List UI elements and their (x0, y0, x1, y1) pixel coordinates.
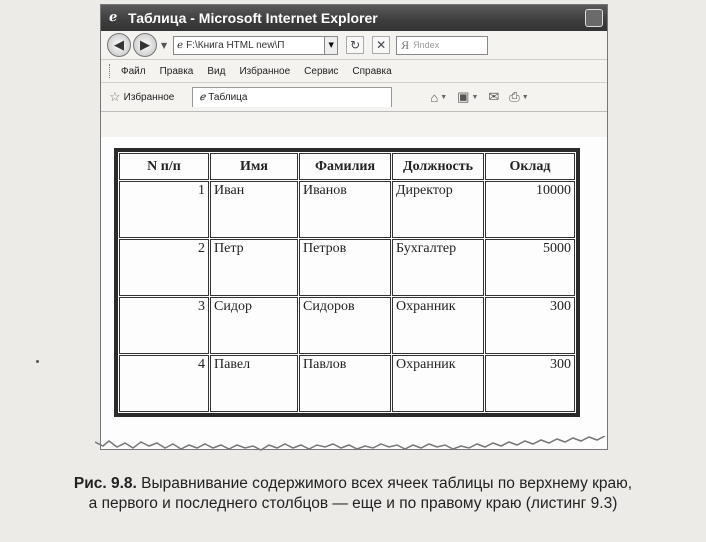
back-button[interactable]: ◀ (107, 33, 131, 57)
star-icon[interactable]: ☆ (109, 89, 121, 104)
address-url: F:\Книга HTML new\П (186, 39, 285, 51)
home-icon[interactable]: ⌂ (430, 89, 439, 105)
column-header: Должность (392, 153, 484, 180)
title-bar[interactable] (101, 5, 607, 31)
search-placeholder: Яndex (413, 40, 440, 50)
menu-edit[interactable]: Правка (159, 65, 194, 77)
menu-favorites[interactable]: Избранное (239, 65, 291, 77)
menu-file[interactable]: Файл (121, 65, 146, 77)
yandex-logo-icon: Я (401, 37, 410, 52)
favorites-bar (101, 83, 607, 112)
column-header: Оклад (485, 153, 575, 180)
table-row (119, 297, 575, 354)
cell-first-name: Петр (210, 239, 298, 296)
caption-text-1: Выравнивание содержимого всех ячеек таблицы по верхнему краю, (141, 475, 633, 492)
print-icon[interactable]: ⎙ (509, 89, 520, 104)
tab-label: Таблица (208, 92, 248, 103)
mail-icon[interactable]: ✉ (488, 89, 500, 104)
cell-salary: 5000 (485, 239, 575, 296)
cell-number: 3 (119, 297, 209, 354)
cell-first-name: Сидор (210, 297, 298, 354)
cell-salary: 300 (485, 355, 575, 412)
page-speck (36, 360, 39, 363)
cell-number: 2 (119, 239, 209, 296)
tab-tablitsa[interactable] (192, 87, 392, 107)
cell-last-name: Павлов (299, 355, 391, 412)
cell-last-name: Сидоров (299, 297, 391, 354)
forward-button[interactable]: ▶ (133, 33, 157, 57)
ie-logo-icon: ℯ (109, 10, 118, 25)
cell-first-name: Павел (210, 355, 298, 412)
caption-label: Рис. 9.8. (73, 475, 137, 492)
torn-edge (95, 436, 615, 458)
caption-line-1 (0, 474, 706, 494)
cell-position: Бухгалтер (392, 239, 484, 296)
cell-position: Охранник (392, 355, 484, 412)
search-input[interactable] (396, 36, 488, 55)
menu-view[interactable]: Вид (207, 65, 226, 77)
cell-number: 1 (119, 181, 209, 238)
cell-first-name: Иван (210, 181, 298, 238)
cell-number: 4 (119, 355, 209, 412)
table-row (119, 239, 575, 296)
menu-help[interactable]: Справка (352, 65, 392, 77)
cell-last-name: Иванов (299, 181, 391, 238)
table-row (119, 181, 575, 238)
feeds-icon[interactable]: ▣ (457, 89, 470, 104)
address-field[interactable] (173, 36, 325, 55)
ie-page-icon: ℯ (199, 92, 206, 103)
stop-icon[interactable]: ✕ (372, 36, 390, 54)
column-header: N п/п (119, 153, 209, 180)
table-row (119, 355, 575, 412)
caption-text-2: а первого и последнего столбцов — еще и по правому краю (листинг 9.3) (88, 495, 618, 512)
cell-position: Директор (392, 181, 484, 238)
cell-salary: 300 (485, 297, 575, 354)
toolbar-grip[interactable] (109, 64, 113, 78)
refresh-icon[interactable]: ↻ (346, 36, 364, 54)
column-header: Имя (210, 153, 298, 180)
figure-caption (0, 474, 706, 514)
chevron-down-icon[interactable]: ▼ (161, 40, 168, 50)
menu-bar (101, 60, 607, 83)
page-content (101, 137, 607, 449)
cell-last-name: Петров (299, 239, 391, 296)
window-title: Таблица - Microsoft Internet Explorer (128, 10, 378, 26)
page-icon: ℯ (177, 39, 184, 51)
minimize-icon[interactable] (585, 9, 603, 27)
cell-position: Охранник (392, 297, 484, 354)
employee-table (114, 148, 580, 417)
column-header: Фамилия (299, 153, 391, 180)
print-dropdown-icon[interactable]: ▼ (521, 93, 529, 101)
home-dropdown-icon[interactable]: ▼ (440, 93, 448, 101)
cell-salary: 10000 (485, 181, 575, 238)
address-bar (101, 31, 607, 60)
browser-window (100, 4, 608, 450)
address-dropdown-icon[interactable]: ▼ (325, 36, 338, 55)
table-header-row (119, 153, 575, 180)
favorites-button[interactable]: Избранное (123, 91, 175, 103)
feeds-dropdown-icon[interactable]: ▼ (471, 93, 479, 101)
menu-tools[interactable]: Сервис (304, 65, 339, 77)
